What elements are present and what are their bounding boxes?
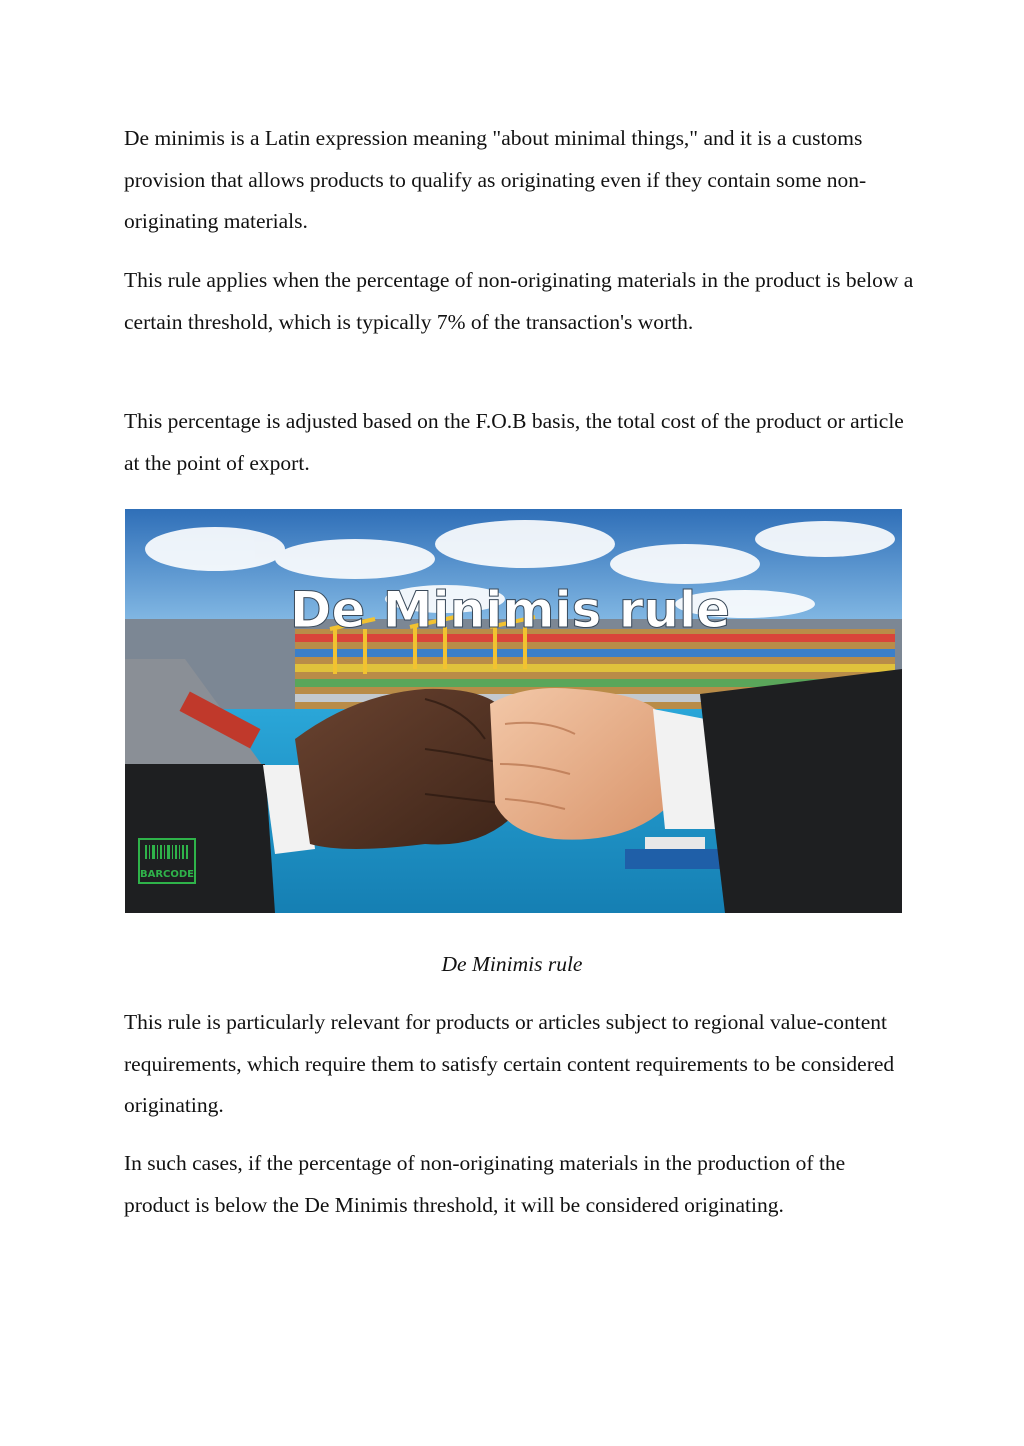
paragraph-regional-value: This rule is particularly relevant for products or articles subject to regional value-content requirements, which require them to satisfy certain content requirements to be considered originating. bbox=[124, 1010, 895, 1117]
paragraph-threshold: This rule applies when the percentage of non-originating materials in the product is below a certain threshold, which is typically 7% of the transaction's worth. bbox=[124, 268, 914, 334]
paragraph-intro: De minimis is a Latin expression meaning "about minimal things," and it is a customs provision that allows products to qualify as originating even if they contain some non-originating materials. bbox=[124, 126, 867, 233]
paragraph-fob-basis: This percentage is adjusted based on the F.O.B basis, the total cost of the product or article at the point of export. bbox=[124, 409, 904, 475]
image-overlay-title: De Minimis rule bbox=[289, 581, 731, 639]
paragraph-conclusion: In such cases, if the percentage of non-originating materials in the production of the product is below the De Minimis threshold, it will be considered originating. bbox=[124, 1151, 846, 1217]
figure-caption: De Minimis rule bbox=[441, 952, 583, 976]
barcode-logo-text: BARCODE bbox=[139, 869, 195, 880]
de-minimis-image bbox=[125, 509, 902, 913]
